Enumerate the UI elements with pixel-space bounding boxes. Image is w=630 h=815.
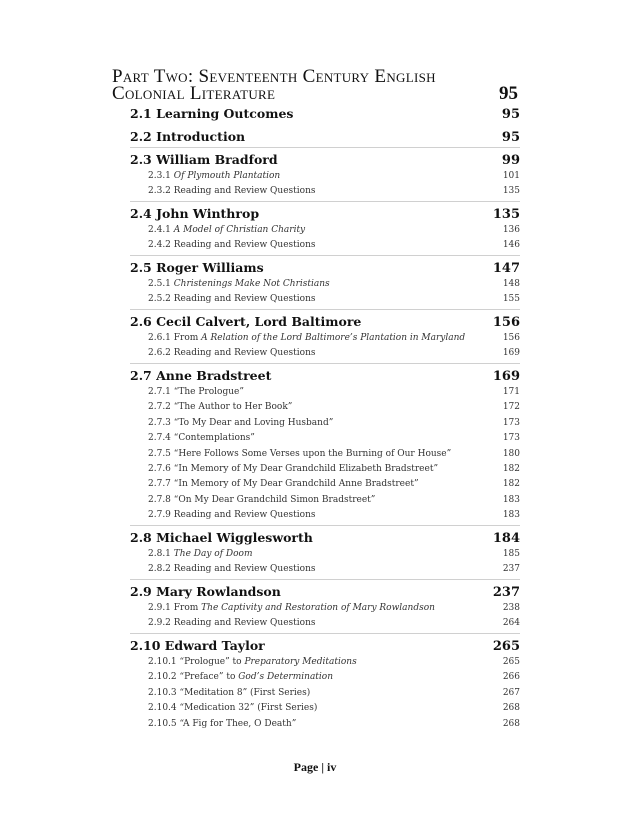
toc-subsection-page: 148 bbox=[502, 279, 520, 289]
toc-section-row[interactable] bbox=[130, 638, 520, 655]
toc-subsection-label bbox=[130, 509, 316, 521]
toc-section-row[interactable] bbox=[130, 106, 520, 123]
subsection-number: 2.10.5 bbox=[148, 718, 177, 729]
toc-subsection-label bbox=[130, 671, 333, 683]
toc-subsection-label bbox=[130, 448, 451, 460]
toc-subsection-row[interactable] bbox=[130, 509, 520, 521]
toc-section-page: 95 bbox=[501, 107, 520, 122]
subsection-work-title: Christenings Make Not Christians bbox=[173, 279, 330, 289]
page-footer bbox=[0, 760, 630, 775]
subsection-text: “Here Follows Some Verses upon the Burning of Our House” bbox=[173, 448, 452, 459]
subsection-text: “To My Dear and Loving Husband” bbox=[173, 417, 334, 428]
subsection-text: Reading and Review Questions bbox=[173, 348, 316, 359]
toc-section-title: 2.2 Introduction bbox=[130, 129, 246, 144]
toc-subsection-label bbox=[130, 239, 316, 251]
section-divider bbox=[130, 363, 520, 364]
toc-section-page: 99 bbox=[501, 153, 520, 168]
toc-subsection-label bbox=[130, 332, 465, 344]
toc-subsection-page: 268 bbox=[502, 703, 520, 714]
section-divider bbox=[130, 579, 520, 580]
toc-subsection-label bbox=[130, 386, 244, 398]
subsection-number: 2.7.8 bbox=[148, 494, 171, 505]
toc-section-page: 156 bbox=[492, 315, 520, 330]
toc-section-title: 2.9 Mary Rowlandson bbox=[130, 584, 281, 599]
toc-subsection-label bbox=[130, 463, 438, 475]
toc-subsection-page: 135 bbox=[502, 186, 520, 197]
toc-subsection-page: 173 bbox=[502, 433, 520, 444]
section-divider bbox=[130, 147, 520, 148]
toc-subsection-page: 265 bbox=[502, 657, 520, 667]
toc-subsection-row[interactable] bbox=[130, 617, 520, 629]
toc-subsection-page: 182 bbox=[502, 464, 520, 474]
toc-subsection-label bbox=[130, 278, 330, 290]
toc-subsection-row[interactable] bbox=[130, 602, 520, 614]
subsection-work-title: A Relation of the Lord Baltimore’s Plantation in Maryland bbox=[201, 333, 466, 343]
toc-subsection-row[interactable] bbox=[130, 401, 520, 413]
toc-subsection-page: 268 bbox=[502, 718, 520, 729]
toc-subsection-page: 156 bbox=[502, 333, 520, 343]
toc-subsection-label bbox=[130, 432, 255, 444]
subsection-number: 2.10.2 bbox=[148, 672, 177, 683]
toc-subsection-label bbox=[130, 401, 292, 413]
footer-separator: | bbox=[321, 760, 324, 774]
toc-subsection-label bbox=[130, 185, 316, 197]
subsection-text: “Medication 32” (First Series) bbox=[179, 703, 318, 714]
toc-section-row[interactable] bbox=[130, 206, 520, 223]
toc-subsection-row[interactable] bbox=[130, 463, 520, 475]
toc-subsection-label bbox=[130, 347, 316, 359]
subsection-text: Reading and Review Questions bbox=[173, 510, 316, 521]
subsection-number: 2.7.3 bbox=[148, 417, 171, 428]
subsection-number: 2.7.4 bbox=[148, 433, 171, 444]
toc-subsection-label bbox=[130, 602, 435, 614]
toc-subsection-page: 101 bbox=[502, 171, 520, 181]
section-divider bbox=[130, 633, 520, 634]
section-divider bbox=[130, 201, 520, 202]
toc-subsection-row[interactable] bbox=[130, 478, 520, 490]
toc-subsection-page: 183 bbox=[502, 510, 520, 521]
subsection-work-title: Of Plymouth Plantation bbox=[173, 171, 281, 181]
toc-subsection-page: 173 bbox=[502, 417, 520, 428]
toc-subsection-page: 172 bbox=[502, 402, 520, 413]
toc-subsection-label bbox=[130, 702, 317, 714]
subsection-text: From bbox=[173, 603, 202, 613]
toc-subsection-row[interactable] bbox=[130, 347, 520, 359]
toc-subsection-page: 238 bbox=[502, 603, 520, 613]
subsection-number: 2.10.4 bbox=[148, 703, 177, 714]
toc-subsection-row[interactable] bbox=[130, 448, 520, 460]
subsection-number: 2.10.1 bbox=[148, 657, 177, 667]
part-title-line1: Part Two: Seventeenth Century English bbox=[112, 66, 436, 87]
toc-subsection-page: 183 bbox=[502, 494, 520, 505]
subsection-number: 2.6.1 bbox=[148, 333, 171, 343]
toc-subsection-row[interactable] bbox=[130, 718, 520, 730]
toc-subsection-label bbox=[130, 224, 305, 236]
toc-subsection-label bbox=[130, 563, 316, 575]
toc-section-title: 2.1 Learning Outcomes bbox=[130, 106, 294, 121]
toc-section-row[interactable] bbox=[130, 129, 520, 146]
subsection-number: 2.7.7 bbox=[148, 479, 171, 490]
toc-section-row[interactable] bbox=[130, 152, 520, 169]
toc-section-page: 95 bbox=[501, 130, 520, 145]
toc-subsection-label bbox=[130, 617, 316, 629]
toc-subsection-page: 155 bbox=[502, 294, 520, 305]
subsection-text: Reading and Review Questions bbox=[173, 564, 316, 575]
toc-subsection-row[interactable] bbox=[130, 432, 520, 444]
toc-subsection-page: 237 bbox=[502, 564, 520, 575]
subsection-text: “A Fig for Thee, O Death” bbox=[179, 718, 297, 729]
subsection-work-title: Preparatory Meditations bbox=[244, 657, 357, 667]
toc-subsection-page: 146 bbox=[502, 240, 520, 251]
toc-section-row[interactable] bbox=[130, 584, 520, 601]
toc-subsection-label bbox=[130, 656, 357, 668]
toc-section-page: 169 bbox=[492, 369, 520, 384]
toc-section-row[interactable] bbox=[130, 260, 520, 277]
toc-subsection-row[interactable] bbox=[130, 170, 520, 182]
subsection-text: “In Memory of My Dear Grandchild Elizabeth Bradstreet” bbox=[173, 464, 439, 474]
subsection-number: 2.4.1 bbox=[148, 225, 171, 235]
subsection-number: 2.5.1 bbox=[148, 279, 171, 289]
subsection-number: 2.9.1 bbox=[148, 603, 171, 613]
subsection-text: “Contemplations” bbox=[173, 433, 255, 444]
toc-subsection-row[interactable] bbox=[130, 548, 520, 560]
section-divider bbox=[130, 525, 520, 526]
toc-section-title: 2.3 William Bradford bbox=[130, 152, 278, 167]
subsection-text: Reading and Review Questions bbox=[173, 240, 316, 251]
subsection-number: 2.9.2 bbox=[148, 618, 171, 629]
toc-subsection-row[interactable] bbox=[130, 293, 520, 305]
toc-section-page: 237 bbox=[492, 585, 520, 600]
toc-section-row[interactable] bbox=[130, 530, 520, 547]
toc-subsection-page: 185 bbox=[502, 549, 520, 559]
subsection-number: 2.8.1 bbox=[148, 549, 171, 559]
subsection-text: “Meditation 8” (First Series) bbox=[179, 687, 311, 698]
toc-subsection-row[interactable] bbox=[130, 671, 520, 683]
subsection-number: 2.7.5 bbox=[148, 448, 171, 459]
toc-subsection-row[interactable] bbox=[130, 332, 520, 344]
toc-section-page: 184 bbox=[492, 531, 520, 546]
subsection-work-title: The Captivity and Restoration of Mary Rowlandson bbox=[201, 603, 435, 613]
footer-page-number: iv bbox=[326, 760, 337, 774]
subsection-work-title: The Day of Doom bbox=[173, 549, 253, 559]
subsection-number: 2.7.1 bbox=[148, 387, 171, 397]
toc-section-row[interactable] bbox=[130, 314, 520, 331]
subsection-number: 2.10.3 bbox=[148, 687, 177, 698]
toc-section-page: 135 bbox=[492, 207, 520, 222]
toc-section-title: 2.8 Michael Wigglesworth bbox=[130, 530, 313, 545]
toc-subsection-row[interactable] bbox=[130, 224, 520, 236]
toc-section-title: 2.6 Cecil Calvert, Lord Baltimore bbox=[130, 314, 362, 329]
subsection-number: 2.7.2 bbox=[148, 402, 171, 413]
subsection-number: 2.6.2 bbox=[148, 348, 171, 359]
subsection-text: “The Author to Her Book” bbox=[173, 402, 293, 413]
toc-subsection-label bbox=[130, 687, 310, 699]
subsection-text: “The Prologue” bbox=[173, 387, 244, 397]
toc-section-page: 147 bbox=[492, 261, 520, 276]
subsection-number: 2.7.9 bbox=[148, 510, 171, 521]
toc-subsection-page: 264 bbox=[502, 618, 520, 629]
toc-section-title: 2.10 Edward Taylor bbox=[130, 638, 265, 653]
toc-subsection-row[interactable] bbox=[130, 386, 520, 398]
section-divider bbox=[130, 309, 520, 310]
subsection-number: 2.4.2 bbox=[148, 240, 171, 251]
toc-subsection-row[interactable] bbox=[130, 702, 520, 714]
toc-subsection-label bbox=[130, 170, 280, 182]
toc-subsection-row[interactable] bbox=[130, 656, 520, 668]
toc-subsection-page: 267 bbox=[502, 687, 520, 698]
toc-subsection-page: 266 bbox=[502, 672, 520, 683]
toc-subsection-label bbox=[130, 494, 375, 506]
subsection-number: 2.3.1 bbox=[148, 171, 171, 181]
toc-subsection-page: 182 bbox=[502, 479, 520, 490]
toc-subsection-label bbox=[130, 718, 296, 730]
toc-subsection-row[interactable] bbox=[130, 278, 520, 290]
toc-subsection-page: 171 bbox=[502, 387, 520, 397]
toc-section-title: 2.5 Roger Williams bbox=[130, 260, 264, 275]
toc-subsection-page: 136 bbox=[502, 225, 520, 235]
subsection-text: “On My Dear Grandchild Simon Bradstreet” bbox=[173, 494, 376, 505]
toc-subsection-page: 169 bbox=[502, 348, 520, 359]
toc-section-title: 2.4 John Winthrop bbox=[130, 206, 260, 221]
toc-subsection-page: 180 bbox=[502, 448, 520, 459]
part-title-line2: Colonial Literature bbox=[112, 83, 276, 104]
toc-subsection-label bbox=[130, 478, 419, 490]
section-divider bbox=[130, 255, 520, 256]
subsection-text: “Preface” to bbox=[179, 672, 239, 683]
toc-subsection-row[interactable] bbox=[130, 563, 520, 575]
toc-subsection-label bbox=[130, 417, 333, 429]
subsection-text: Reading and Review Questions bbox=[173, 618, 316, 629]
toc-section-row[interactable] bbox=[130, 368, 520, 385]
subsection-work-title: A Model of Christian Charity bbox=[173, 225, 306, 235]
subsection-text: “In Memory of My Dear Grandchild Anne Bradstreet” bbox=[173, 479, 419, 490]
subsection-text: “Prologue” to bbox=[179, 657, 245, 667]
footer-label: Page bbox=[293, 760, 319, 774]
subsection-text: From bbox=[173, 333, 202, 343]
part-page-number: 95 bbox=[499, 83, 518, 104]
toc-section-title: 2.7 Anne Bradstreet bbox=[130, 368, 272, 383]
subsection-work-title: God’s Determination bbox=[238, 672, 334, 683]
toc-subsection-row[interactable] bbox=[130, 687, 520, 699]
toc-subsection-row[interactable] bbox=[130, 239, 520, 251]
toc-subsection-row[interactable] bbox=[130, 494, 520, 506]
toc-subsection-row[interactable] bbox=[130, 185, 520, 197]
toc-subsection-label bbox=[130, 548, 253, 560]
subsection-text: Reading and Review Questions bbox=[173, 294, 316, 305]
subsection-number: 2.8.2 bbox=[148, 564, 171, 575]
subsection-number: 2.5.2 bbox=[148, 294, 171, 305]
subsection-number: 2.3.2 bbox=[148, 186, 171, 197]
subsection-text: Reading and Review Questions bbox=[173, 186, 316, 197]
toc-subsection-row[interactable] bbox=[130, 417, 520, 429]
subsection-number: 2.7.6 bbox=[148, 464, 171, 474]
toc-subsection-label bbox=[130, 293, 316, 305]
toc-section-page: 265 bbox=[492, 639, 520, 654]
